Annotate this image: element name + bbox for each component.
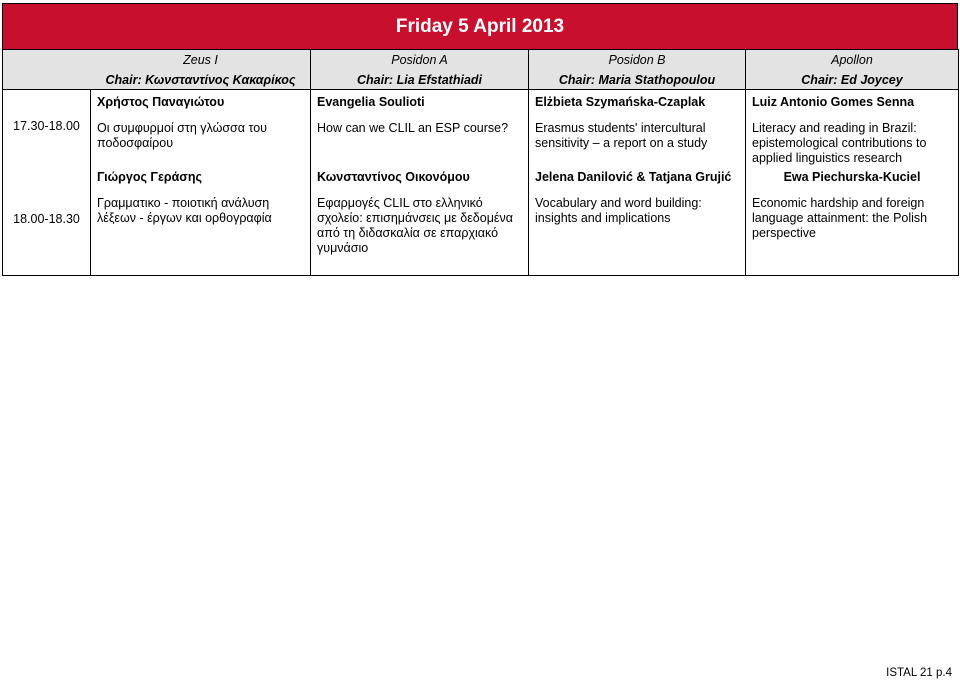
session-title: Vocabulary and word building: insights and implications [529, 190, 746, 276]
session-title: Economic hardship and foreign language attainment: the Polish perspective [746, 190, 959, 276]
schedule-table [2, 3, 958, 276]
time-slot: 18.00-18.30 [3, 190, 91, 276]
session-title: Literacy and reading in Brazil: epistemological contributions to applied linguistics research [746, 115, 959, 165]
session-title: Erasmus students' intercultural sensitivity – a report on a study [529, 115, 746, 165]
session-title: Εφαρμογές CLIL στο ελληνικό σχολείο: επισημάνσεις με δεδομένα από τη διδασκαλία σε επαρχιακό γυμνάσιο [311, 190, 529, 276]
chair-header-time [3, 70, 91, 90]
session-title: Γραμματικο - ποιοτική ανάλυση λέξεων - έργων και ορθογραφία [91, 190, 311, 276]
session-author: Γιώργος Γεράσης [91, 165, 311, 190]
page-footer: ISTAL 21 p.4 [886, 667, 952, 679]
session-author: Ewa Piechurska-Kuciel [746, 165, 959, 190]
room-header: Posidon B [529, 49, 746, 70]
session-author: Jelena Danilović & Tatjana Grujić [529, 165, 746, 190]
session-author: Luiz Antonio Gomes Senna [746, 90, 959, 115]
room-header: Apollon [746, 49, 959, 70]
session-title: Οι συμφυρμοί στη γλώσσα του ποδοσφαίρου [91, 115, 311, 165]
time-spacer [3, 90, 91, 115]
page-title: Friday 5 April 2013 [2, 3, 958, 49]
session-author: Elżbieta Szymańska-Czaplak [529, 90, 746, 115]
chair-header: Chair: Κωνσταντίνος Κακαρίκος [91, 70, 311, 90]
session-author: Evangelia Soulioti [311, 90, 529, 115]
session-author: Χρήστος Παναγιώτου [91, 90, 311, 115]
chair-header: Chair: Maria Stathopoulou [529, 70, 746, 90]
time-spacer [3, 165, 91, 190]
chair-header: Chair: Lia Efstathiadi [311, 70, 529, 90]
session-title: How can we CLIL an ESP course? [311, 115, 529, 165]
room-header-time [3, 49, 91, 70]
time-slot: 17.30-18.00 [3, 115, 91, 165]
schedule-grid [2, 49, 958, 276]
room-header: Posidon A [311, 49, 529, 70]
chair-header: Chair: Ed Joycey [746, 70, 959, 90]
session-author: Κωνσταντίνος Οικονόμου [311, 165, 529, 190]
room-header: Zeus I [91, 49, 311, 70]
